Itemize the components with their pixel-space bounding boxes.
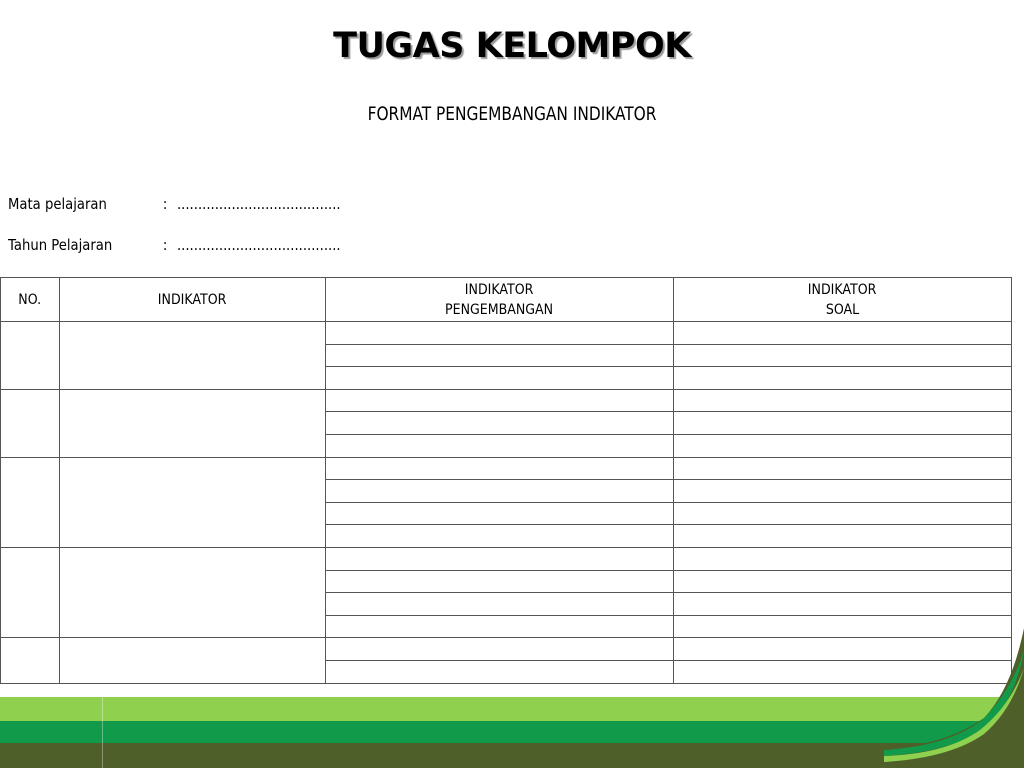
table-row — [1, 547, 1012, 570]
cell-indikator[interactable] — [60, 457, 326, 547]
cell-indikator-pengembangan[interactable] — [326, 344, 674, 367]
table-row — [1, 389, 1012, 412]
cell-indikator-pengembangan[interactable] — [326, 389, 674, 412]
cell-indikator-soal[interactable] — [674, 344, 1012, 367]
cell-indikator-pengembangan[interactable] — [326, 525, 674, 548]
header-indikator-pengembangan: INDIKATOR PENGEMBANGAN — [326, 278, 674, 322]
cell-indikator-pengembangan[interactable] — [326, 593, 674, 616]
cell-no[interactable] — [1, 457, 60, 547]
cell-no[interactable] — [1, 389, 60, 457]
cell-no[interactable] — [1, 547, 60, 637]
footer-band-light — [0, 697, 1024, 723]
cell-indikator-pengembangan[interactable] — [326, 502, 674, 525]
cell-indikator-soal[interactable] — [674, 570, 1012, 593]
field-value-blank[interactable]: ....................................... — [176, 236, 341, 254]
header-no: NO. — [1, 278, 60, 322]
cell-no[interactable] — [1, 322, 60, 390]
field-colon: : — [162, 236, 168, 254]
cell-indikator-pengembangan[interactable] — [326, 322, 674, 345]
table-row — [1, 457, 1012, 480]
cell-indikator-pengembangan[interactable] — [326, 480, 674, 503]
cell-indikator-pengembangan[interactable] — [326, 660, 674, 683]
cell-indikator-pengembangan[interactable] — [326, 570, 674, 593]
indicator-table — [0, 277, 1012, 684]
cell-indikator-pengembangan[interactable] — [326, 367, 674, 390]
table-row — [1, 638, 1012, 661]
cell-indikator-pengembangan[interactable] — [326, 615, 674, 638]
cell-indikator[interactable] — [60, 547, 326, 637]
cell-indikator-soal[interactable] — [674, 412, 1012, 435]
cell-indikator[interactable] — [60, 638, 326, 683]
document-title: TUGAS KELOMPOK — [333, 26, 691, 66]
footer-band-dark — [0, 721, 1024, 743]
cell-indikator-pengembangan[interactable] — [326, 638, 674, 661]
cell-indikator-pengembangan[interactable] — [326, 457, 674, 480]
cell-indikator-soal[interactable] — [674, 593, 1012, 616]
cell-indikator-pengembangan[interactable] — [326, 434, 674, 457]
header-indikator: INDIKATOR — [60, 278, 326, 322]
cell-indikator-soal[interactable] — [674, 480, 1012, 503]
cell-indikator-soal[interactable] — [674, 367, 1012, 390]
cell-indikator-soal[interactable] — [674, 502, 1012, 525]
field-mata-pelajaran — [8, 195, 341, 213]
footer-band-divider — [102, 697, 103, 768]
table-header-row — [1, 278, 1012, 322]
cell-no[interactable] — [1, 638, 60, 683]
header-indikator-soal: INDIKATOR SOAL — [674, 278, 1012, 322]
field-value-blank[interactable]: ....................................... — [176, 195, 341, 213]
document-subtitle: FORMAT PENGEMBANGAN INDIKATOR — [367, 103, 657, 125]
cell-indikator-soal[interactable] — [674, 457, 1012, 480]
cell-indikator-soal[interactable] — [674, 389, 1012, 412]
cell-indikator-pengembangan[interactable] — [326, 547, 674, 570]
table-row — [1, 322, 1012, 345]
field-colon: : — [162, 195, 168, 213]
cell-indikator-soal[interactable] — [674, 434, 1012, 457]
cell-indikator-soal[interactable] — [674, 322, 1012, 345]
cell-indikator-pengembangan[interactable] — [326, 412, 674, 435]
decorative-curve — [884, 628, 1024, 768]
field-label: Tahun Pelajaran — [8, 236, 113, 254]
field-label: Mata pelajaran — [8, 195, 107, 213]
cell-indikator-soal[interactable] — [674, 525, 1012, 548]
footer-band-olive — [0, 743, 1024, 768]
cell-indikator[interactable] — [60, 322, 326, 390]
cell-indikator-soal[interactable] — [674, 547, 1012, 570]
cell-indikator[interactable] — [60, 389, 326, 457]
table-body — [1, 322, 1012, 684]
field-tahun-pelajaran — [8, 236, 341, 254]
